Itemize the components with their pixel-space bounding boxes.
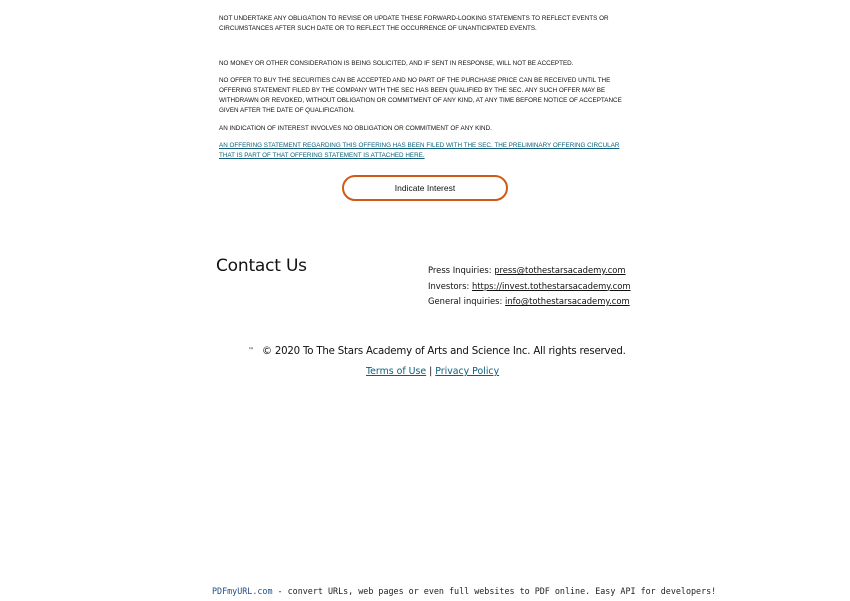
contact-us-heading: Contact Us — [216, 256, 307, 276]
contact-row-press — [428, 263, 631, 279]
offering-circular-link[interactable]: AN OFFERING STATEMENT REGARDING THIS OFFERING HAS BEEN FILED WITH THE SEC. THE PRELIMINARY OFFERING CIRCULAR THAT IS PART OF THAT OFFERING STATEMENT IS ATTACHED HERE. — [219, 142, 620, 159]
contact-label-press: Press Inquiries: — [428, 265, 495, 275]
legal-paragraph-indication: AN INDICATION OF INTEREST INVOLVES NO OBLIGATION OR COMMITMENT OF ANY KIND. — [219, 125, 492, 132]
contact-label-investors: Investors: — [428, 280, 472, 291]
policy-links — [366, 366, 499, 377]
legal-paragraph-offering-statement — [219, 141, 631, 161]
trademark-symbol: ™ — [248, 347, 254, 354]
copyright-line — [248, 346, 626, 357]
general-email-link[interactable]: info@tothestarsacademy.com — [505, 296, 630, 306]
contact-list — [428, 263, 631, 310]
contact-row-general — [428, 294, 631, 310]
terms-of-use-link[interactable]: Terms of Use — [366, 366, 427, 377]
contact-row-investors — [428, 279, 631, 295]
pdf-footer-text: - convert URLs, web pages or even full websites to PDF online. Easy API for developers! — [272, 586, 717, 596]
copyright-text: © 2020 To The Stars Academy of Arts and Science Inc. All rights reserved. — [261, 346, 626, 357]
privacy-policy-link[interactable]: Privacy Policy — [435, 366, 500, 377]
pdfmyurl-link[interactable]: PDFmyURL.com — [212, 586, 273, 596]
investors-url-link[interactable]: https://invest.tothestarsacademy.com — [471, 280, 631, 291]
indicate-interest-button[interactable]: Indicate Interest — [342, 175, 508, 201]
legal-paragraph-no-money: NO MONEY OR OTHER CONSIDERATION IS BEING SOLICITED, AND IF SENT IN RESPONSE, WILL NOT BE ACCEPTED. — [219, 60, 574, 67]
press-email-link[interactable]: press@tothestarsacademy.com — [494, 265, 626, 275]
contact-label-general: General inquiries: — [428, 296, 506, 306]
legal-paragraph-no-offer: NO OFFER TO BUY THE SECURITIES CAN BE ACCEPTED AND NO PART OF THE PURCHASE PRICE CAN BE RECEIVED UNTIL THE OFFERING STATEMENT FILED BY THE COMPANY WITH THE SEC HAS BEEN QUALIFIED BY THE SEC. ANY SUCH OFFER MAY BE WITHDRAWN OR REVOKED, WITHOUT OBLIGATION OR COMMITMENT OF ANY KIND, AT ANY TIME BEFORE NOTICE OF ACCEPTANCE GIVEN AFTER THE DATE OF QUALIFICATION. — [219, 77, 622, 114]
pdf-generator-footer — [212, 586, 716, 596]
policy-separator: | — [426, 366, 436, 377]
legal-paragraph-forward-looking: NOT UNDERTAKE ANY OBLIGATION TO REVISE OR UPDATE THESE FORWARD-LOOKING STATEMENTS TO REFLECT EVENTS OR CIRCUMSTANCES AFTER SUCH DATE OR TO REFLECT THE OCCURRENCE OF UNANTICIPATED EVENTS. — [219, 15, 609, 32]
